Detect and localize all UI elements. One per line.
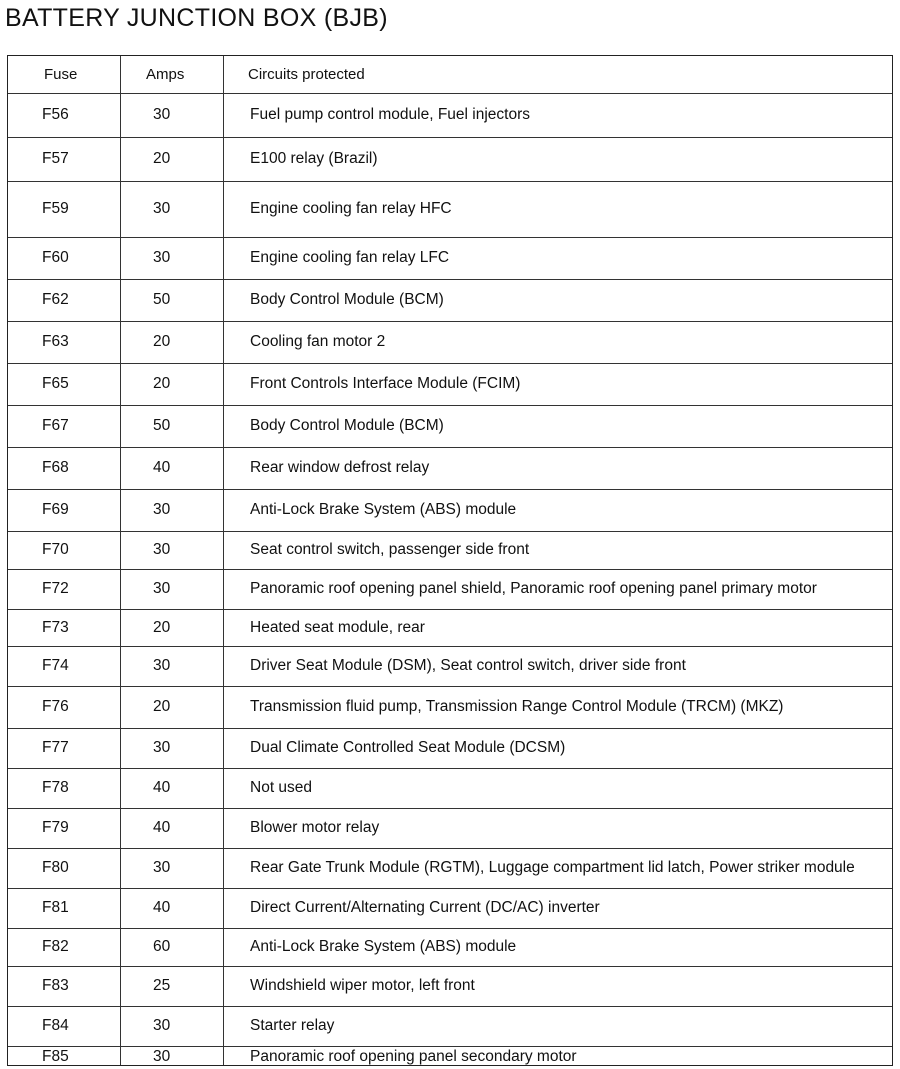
circuit-description: Rear Gate Trunk Module (RGTM), Luggage compartment lid latch, Power striker module: [250, 859, 855, 876]
row-divider: [8, 768, 892, 769]
circuit-description: Dual Climate Controlled Seat Module (DCSM): [250, 739, 566, 756]
column-header-fuse: Fuse: [44, 66, 78, 83]
circuit-description: Engine cooling fan relay HFC: [250, 200, 452, 217]
amp-rating: 20: [153, 375, 171, 392]
column-header-amps: Amps: [146, 66, 185, 83]
circuit-description: Panoramic roof opening panel shield, Panoramic roof opening panel primary motor: [250, 580, 817, 597]
circuit-description: Panoramic roof opening panel secondary motor: [250, 1047, 577, 1065]
fuse-id: F62: [42, 291, 69, 308]
amp-rating: 30: [153, 1047, 171, 1065]
fuse-id: F76: [42, 698, 69, 715]
circuit-description: Direct Current/Alternating Current (DC/AC) inverter: [250, 899, 600, 916]
row-divider: [8, 321, 892, 322]
row-divider: [8, 279, 892, 280]
fuse-id: F56: [42, 106, 69, 123]
fuse-id: F82: [42, 938, 69, 955]
fuse-id: F74: [42, 657, 69, 674]
circuit-description: Anti-Lock Brake System (ABS) module: [250, 938, 517, 955]
circuit-description: Seat control switch, passenger side front: [250, 541, 530, 558]
fuse-id: F69: [42, 501, 69, 518]
fuse-id: F57: [42, 150, 69, 167]
fuse-id: F67: [42, 417, 69, 434]
row-divider: [8, 569, 892, 570]
column-header-circuits: Circuits protected: [248, 66, 365, 83]
fuse-id: F77: [42, 739, 69, 756]
circuit-description: Not used: [250, 779, 313, 796]
amp-rating: 30: [153, 249, 171, 266]
circuit-description: Front Controls Interface Module (FCIM): [250, 375, 521, 392]
row-divider: [8, 928, 892, 929]
amp-rating: 30: [153, 580, 171, 597]
row-divider: [8, 1006, 892, 1007]
row-divider: [8, 609, 892, 610]
amp-rating: 20: [153, 618, 171, 636]
circuit-description: Starter relay: [250, 1017, 335, 1034]
circuit-description: Body Control Module (BCM): [250, 291, 444, 308]
amp-rating: 30: [153, 501, 171, 518]
amp-rating: 20: [153, 698, 171, 715]
row-divider: [8, 646, 892, 647]
circuit-description: Blower motor relay: [250, 819, 380, 836]
header-divider: [8, 93, 892, 94]
amp-rating: 30: [153, 541, 171, 558]
row-divider: [8, 686, 892, 687]
row-divider: [8, 237, 892, 238]
amp-rating: 30: [153, 739, 171, 756]
amp-rating: 30: [153, 859, 171, 876]
circuit-description: Rear window defrost relay: [250, 459, 430, 476]
amp-rating: 40: [153, 819, 171, 836]
fuse-id: F59: [42, 200, 69, 217]
row-divider: [8, 363, 892, 364]
row-divider: [8, 137, 892, 138]
fuse-id: F78: [42, 779, 69, 796]
fuse-id: F73: [42, 618, 69, 636]
fuse-id: F63: [42, 333, 69, 350]
circuit-description: E100 relay (Brazil): [250, 150, 378, 167]
circuit-description: Windshield wiper motor, left front: [250, 977, 475, 994]
fuse-id: F65: [42, 375, 69, 392]
amp-rating: 20: [153, 150, 171, 167]
amp-rating: 60: [153, 938, 171, 955]
circuit-description: Heated seat module, rear: [250, 618, 425, 636]
row-divider: [8, 808, 892, 809]
fuse-id: F60: [42, 249, 69, 266]
amp-rating: 40: [153, 779, 171, 796]
amp-rating: 30: [153, 106, 171, 123]
amp-rating: 50: [153, 417, 171, 434]
fuse-id: F72: [42, 580, 69, 597]
fuse-id: F81: [42, 899, 69, 916]
circuit-description: Body Control Module (BCM): [250, 417, 444, 434]
amp-rating: 25: [153, 977, 171, 994]
fuse-id: F79: [42, 819, 69, 836]
amp-rating: 30: [153, 200, 171, 217]
amp-rating: 50: [153, 291, 171, 308]
row-divider: [8, 848, 892, 849]
row-divider: [8, 447, 892, 448]
row-divider: [8, 888, 892, 889]
circuit-description: Anti-Lock Brake System (ABS) module: [250, 501, 517, 518]
amp-rating: 30: [153, 1017, 171, 1034]
circuit-description: Transmission fluid pump, Transmission Range Control Module (TRCM) (MKZ): [250, 698, 784, 715]
circuit-description: Cooling fan motor 2: [250, 333, 386, 350]
row-divider: [8, 728, 892, 729]
row-divider: [8, 489, 892, 490]
fuse-table: [7, 55, 893, 1066]
row-divider: [8, 531, 892, 532]
amp-rating: 40: [153, 899, 171, 916]
fuse-id: F85: [42, 1047, 69, 1065]
column-divider: [223, 56, 224, 1065]
fuse-id: F68: [42, 459, 69, 476]
fuse-id: F80: [42, 859, 69, 876]
row-divider: [8, 181, 892, 182]
fuse-id: F70: [42, 541, 69, 558]
fuse-id: F84: [42, 1017, 69, 1034]
row-divider: [8, 966, 892, 967]
amp-rating: 20: [153, 333, 171, 350]
amp-rating: 40: [153, 459, 171, 476]
amp-rating: 30: [153, 657, 171, 674]
page-title: BATTERY JUNCTION BOX (BJB): [5, 4, 388, 32]
circuit-description: Engine cooling fan relay LFC: [250, 249, 450, 266]
row-divider: [8, 405, 892, 406]
column-divider: [120, 56, 121, 1065]
circuit-description: Driver Seat Module (DSM), Seat control switch, driver side front: [250, 657, 686, 674]
circuit-description: Fuel pump control module, Fuel injectors: [250, 106, 530, 123]
fuse-id: F83: [42, 977, 69, 994]
